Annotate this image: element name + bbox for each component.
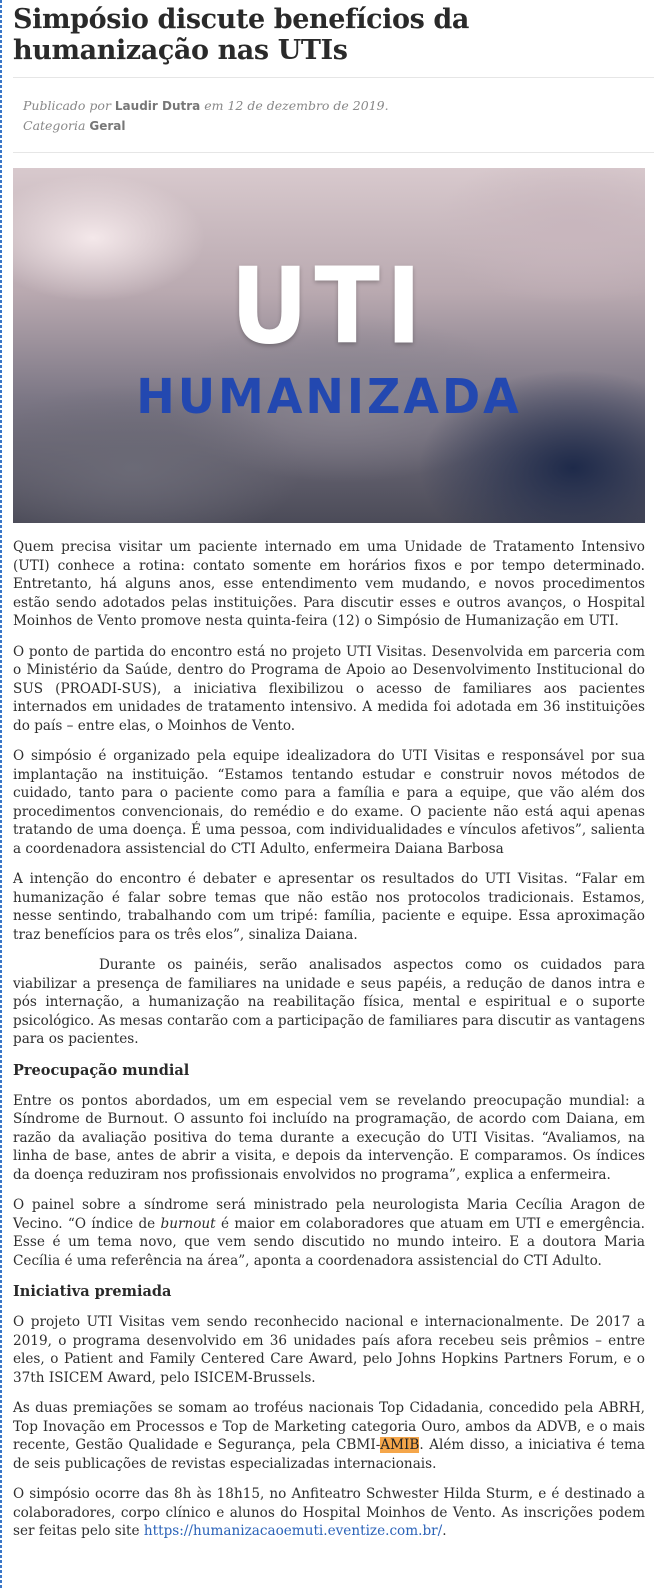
text: O simpósio ocorre das 8h às 18h15, no Anfiteatro Schwester Hilda Sturm, e é destinado a colaboradores, corpo clínico e alunos do Hospital Moinhos de Vento. As inscrições podem ser feitas pelo site	[13, 1486, 645, 1539]
divider	[13, 152, 654, 153]
paragraph: Quem precisa visitar um paciente internado em uma Unidade de Tratamento Intensivo (UTI) conhece a rotina: contato somente em horários fixos e por tempo determinado. Entretanto, há alguns anos, esse entendimento vem mudando, e novos procedimentos estão sendo adotados pelas instituições. Para discutir esses e outros avanços, o Hospital Moinhos de Vento promove nesta quinta-feira (12) o Simpósio de Humanização em UTI.	[13, 539, 645, 629]
paragraph	[13, 1485, 645, 1541]
text: é maior em colaboradores que atuam em UTI e emergência. Esse é um tema novo, que vem sendo discutido no mundo inteiro. E a doutora Maria Cecília é uma referência na área”, aponta a coordenadora assistencial do CTI Adulto.	[13, 1215, 645, 1269]
article-title: Simpósio discute benefícios da humanização nas UTIs	[13, 4, 469, 66]
paragraph: Durante os painéis, serão analisados aspectos como os cuidados para viabilizar a presença de familiares na unidade e seus papéis, a redução de danos intra e pós internação, a humanização na reabilitação física, mental e espiritual e o suporte psicológico. As mesas contarão com a participação de familiares para discutir as vantagens para os pacientes.	[13, 957, 645, 1047]
text: As duas premiações se somam ao troféus nacionais Top Cidadania, concedido pela ABRH, Top Inovação em Processos e Top de Marketing categoria Ouro, ambos da ADVB, e o mais recente, Gestão Qualidade e Segurança, pela CBMI-	[13, 1400, 645, 1453]
section-heading-premiada: Iniciativa premiada	[13, 1283, 172, 1300]
emphasis: burnout	[160, 1215, 216, 1232]
paragraph: A intenção do encontro é debater e apresentar os resultados do UTI Visitas. “Falar em humanização é falar sobre temas que não estão nos protocolos tradicionais. Estamos, nesse sentindo, trabalhando com um tripé: família, paciente e equipe. Essa aproximação traz benefícios para os três elos”, sinaliza Daiana.	[13, 871, 645, 943]
hero-title-humanizada: HUMANIZADA	[136, 367, 522, 425]
paragraph: O projeto UTI Visitas vem sendo reconhecido nacional e internacionalmente. De 2017 a 2019, o programa desenvolvido em 36 unidades país afora recebeu seis prêmios – entre eles, o Patient and Family Centered Care Award, pelo Johns Hopkins Partners Forum, e o 37th ISICEM Award, pelo ISICEM-Brussels.	[13, 1314, 645, 1386]
paragraph	[13, 1196, 645, 1270]
paragraph: O simpósio é organizado pela equipe idealizadora do UTI Visitas e responsável por sua implantação na instituição. “Estamos tentando estudar e construir novos métodos de cuidado, tanto para o paciente como para a família e para a equipe, que vão além dos procedimentos convencionais, do remédio e do exame. O paciente não está aqui apenas tratando de uma doença. É uma pessoa, com individualidades e vínculos afetivos”, salienta a coordenadora assistencial do CTI Adulto, enfermeira Daiana Barbosa	[13, 748, 645, 857]
article-body	[13, 538, 645, 1541]
category-link[interactable]: Geral	[89, 119, 126, 133]
publish-date: em 12 de dezembro de 2019.	[204, 98, 389, 113]
hero-title-uti: UTI	[230, 244, 428, 368]
text: .	[442, 1523, 447, 1539]
section-heading-mundial: Preocupação mundial	[13, 1061, 190, 1079]
highlighted-term: AMIB	[380, 1437, 420, 1453]
paragraph	[13, 1399, 645, 1473]
text: O painel sobre a síndrome será ministrado pela neurologista Maria Cecília Aragon de Vecino. “O índice de	[13, 1197, 645, 1232]
paragraph: Entre os pontos abordados, um em especial vem se revelando preocupação mundial: a Síndrome de Burnout. O assunto foi incluído na programação, de acordo com Daiana, em razão da avaliação positiva do tema durante a execução do UTI Visitas. “Avaliamos, na linha de base, antes de abrir a visita, e depois da intervenção. E comparamos. Os índices da doença reduziram nos profissionais envolvidos no programa”, explica a enfermeira.	[13, 1092, 645, 1183]
registration-link[interactable]: https://humanizacaoemuti.eventize.com.br/	[143, 1523, 443, 1539]
article	[13, 0, 654, 1553]
left-border	[0, 0, 2, 1589]
category-prefix: Categoria	[23, 118, 86, 133]
text: . Além disso, a iniciativa é tema de seis publicações de revistas especializadas internacionais.	[13, 1437, 645, 1472]
published-prefix: Publicado por	[23, 98, 111, 113]
article-meta	[13, 78, 654, 152]
author-link[interactable]: Laudir Dutra	[114, 99, 201, 113]
hero-image	[13, 168, 645, 523]
paragraph: O ponto de partida do encontro está no projeto UTI Visitas. Desenvolvida em parceria com o Ministério da Saúde, dentro do Programa de Apoio ao Desenvolvimento Institucional do SUS (PROADI-SUS), a iniciativa flexibilizou o acesso de familiares aos pacientes internados em unidades de tratamento intensivo. A medida foi adotada em 36 instituições do país – entre elas, o Moinhos de Vento.	[13, 643, 645, 734]
